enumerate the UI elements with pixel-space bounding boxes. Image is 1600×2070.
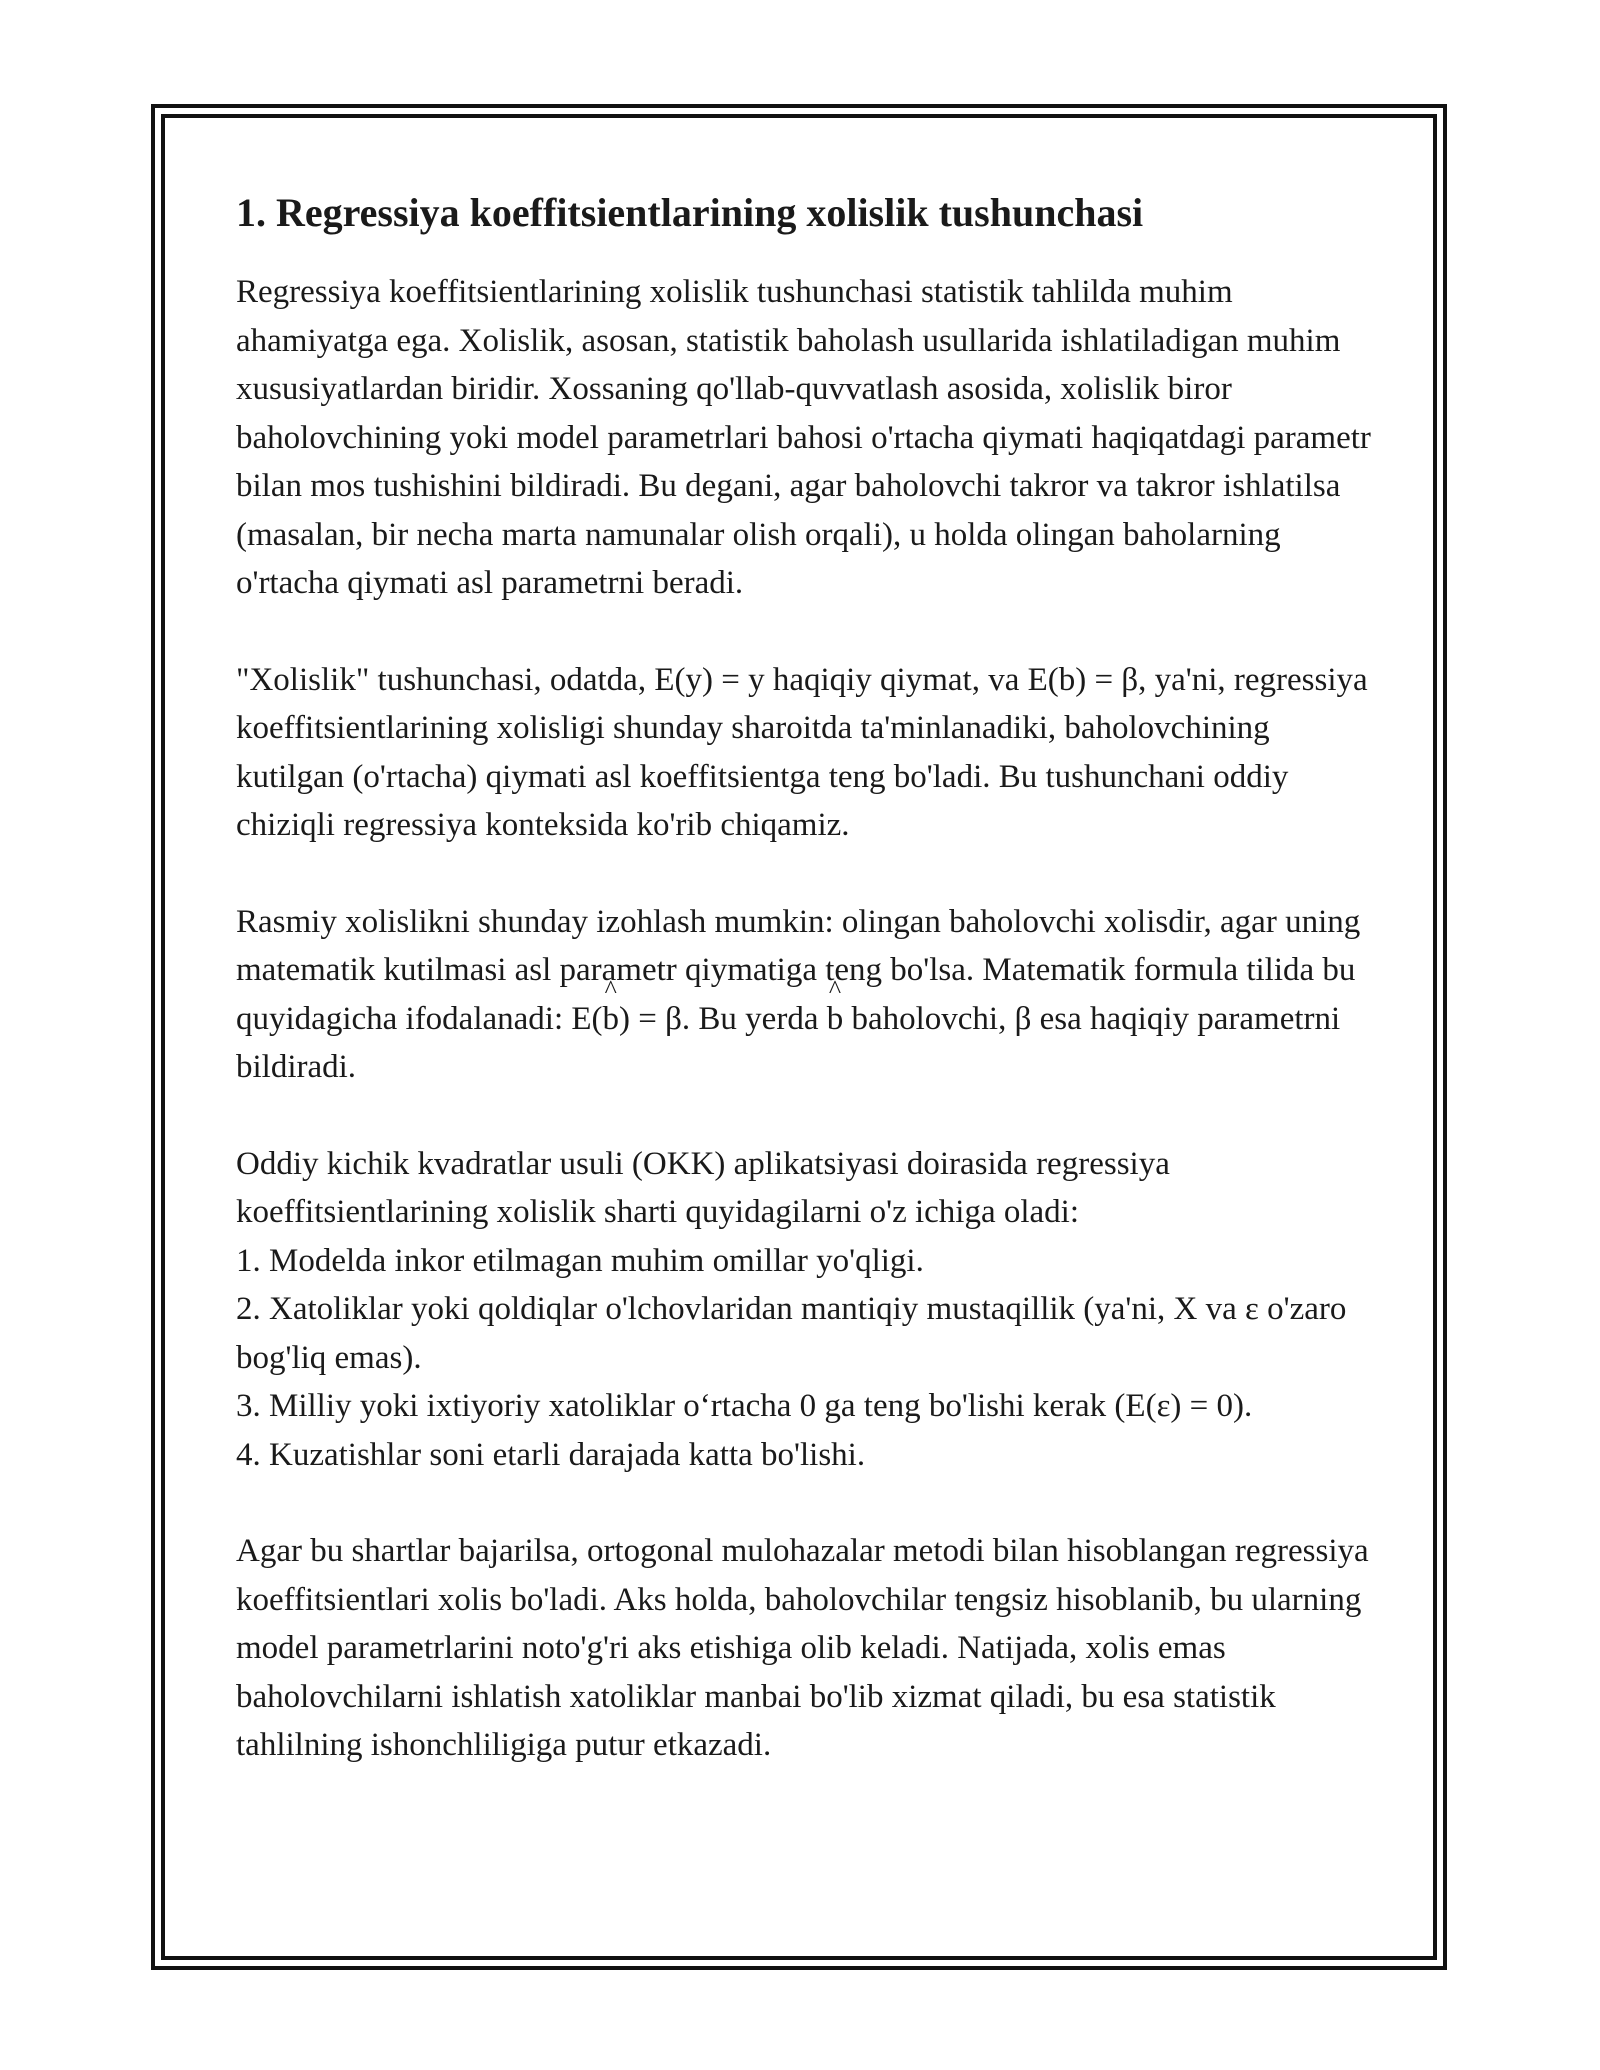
section-heading: 1. Regressiya koeffitsientlarining xolislik tushunchasi <box>236 190 1144 235</box>
list-item: 3. Milliy yoki ixtiyoriy xatoliklar o‘rtacha 0 ga teng bo'lishi kerak (E(ε) = 0). <box>236 1388 1253 1424</box>
b-hat-symbol: ^ b <box>603 995 620 1044</box>
paragraph-2: "Xolislik" tushunchasi, odatda, E(y) = y haqiqiy qiymat, va E(b) = β, ya'ni, regressiya koeffitsientlarining xolisligi shunday sharoitda ta'minlanadiki, baholovchining kutilgan (o'rtacha) qiymati asl koeffitsientga teng bo'ladi. Bu tushunchani oddiy chiziqli regressiya konteksida ko'rib chiqamiz. <box>236 661 1368 843</box>
paragraph-3-text-a: Rasmiy xolislikni shunday izohlash mumkin: olingan baholovchi xolisdir, agar uning matematik kutilmasi asl parametr qiymatiga teng bo'lsa. Matematik formula tilida bu quyidagicha ifodalanadi: E( <box>236 903 1361 1037</box>
paragraph-3-text-b: ) = β. Bu yerda <box>619 1000 827 1037</box>
b-hat-symbol: ^ b <box>827 995 844 1044</box>
document-body <box>236 186 1386 1818</box>
conditions-list <box>236 1140 1386 1480</box>
paragraph-final: Agar bu shartlar bajarilsa, ortogonal mulohazalar metodi bilan hisoblangan regressiya koeffitsientlari xolis bo'ladi. Aks holda, baholovchilar tengsiz hisoblanib, bu ularning model parametrlarini noto'g'ri aks etishiga olib keladi. Natijada, xolis emas baholovchilarni ishlatish xatoliklar manbai bo'lib xizmat qiladi, bu esa statistik tahlilning ishonchliligiga putur etkazadi. <box>236 1533 1369 1763</box>
list-intro: Oddiy kichik kvadratlar usuli (OKK) aplikatsiyasi doirasida regressiya koeffitsientlarining xolislik sharti quyidagilarni o'z ichiga oladi: <box>236 1145 1170 1230</box>
list-item: 2. Xatoliklar yoki qoldiqlar o'lchovlaridan mantiqiy mustaqillik (ya'ni, X va ε o'zaro bog'liq emas). <box>236 1291 1347 1376</box>
list-item: 1. Modelda inkor etilmagan muhim omillar yo'qligi. <box>236 1242 924 1279</box>
paragraph-3-text-c: baholovchi, β esa haqiqiy parametrni bildiradi. <box>236 1000 1341 1085</box>
paragraph-3 <box>236 898 1386 1092</box>
paragraph-1: Regressiya koeffitsientlarining xolislik tushunchasi statistik tahlilda muhim ahamiyatga ega. Xolislik, asosan, statistik baholash usullarida ishlatiladigan muhim xususiyatlardan biridir. Xossaning qo'llab-quvvatlash asosida, xolislik biror baholovchining yoki model parametrlari bahosi o'rtacha qiymati haqiqatdagi parametr bilan mos tushishini bildiradi. Bu degani, agar baholovchi takror va takror ishlatilsa (masalan, bir necha marta namunalar olish orqali), u holda olingan baholarning o'rtacha qiymati asl parametrni beradi. <box>236 274 1371 601</box>
list-item: 4. Kuzatishlar soni etarli darajada katta bo'lishi. <box>236 1436 866 1473</box>
